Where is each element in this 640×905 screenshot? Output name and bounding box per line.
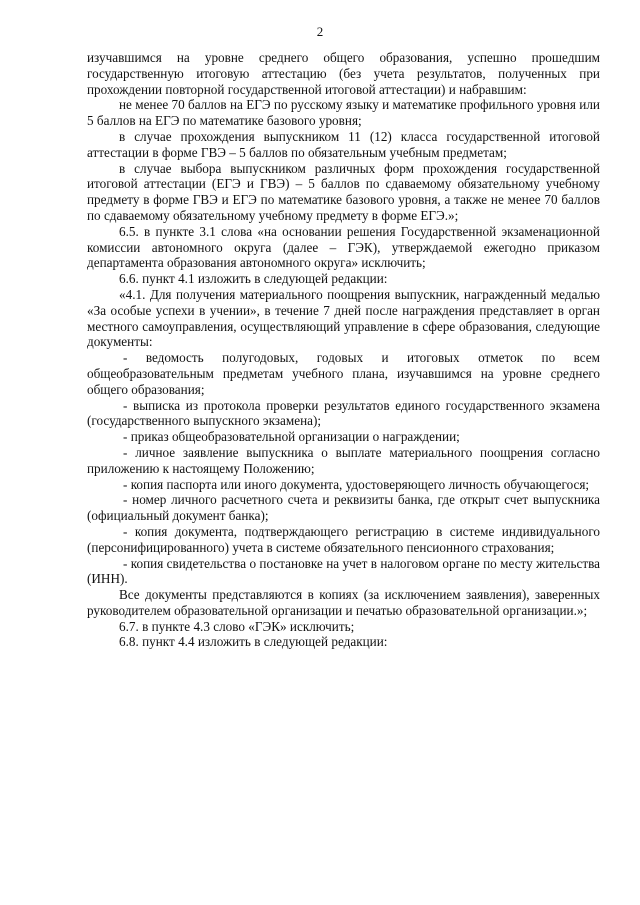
page-number: 2 bbox=[316, 24, 324, 39]
document-body bbox=[87, 50, 600, 650]
list-item-passport-copy: - копия паспорта или иного документа, удостоверяющего личность обучающегося; bbox=[123, 476, 590, 492]
list-item-bank-account: - номер личного расчетного счета и реквизиты банка, где открыт счет выпускника (официальный документ банка); bbox=[87, 492, 600, 524]
paragraph-item-6-7: 6.7. в пункте 4.3 слово «ГЭК» исключить; bbox=[119, 618, 355, 634]
paragraph-item-4-1: «4.1. Для получения материального поощрения выпускник, награжденный медалью «За особые успехи в учении», в течение 7 дней после награждения представляет в орган местного самоуправления, осуществляющий управление в сфере образования, следующие документы: bbox=[87, 286, 600, 350]
list-item-award-order: - приказ общеобразовательной организации о награждении; bbox=[123, 429, 460, 445]
list-item-exam-protocol-extract: - выписка из протокола проверки результатов единого государственного экзамена (государственного выпускного экзамена); bbox=[87, 397, 600, 429]
paragraph-mixed-form-requirement: в случае выбора выпускником различных форм прохождения государственной итоговой аттестации (ЕГЭ и ГВЭ) – 5 баллов по сдаваемому обязательному учебному предмету в форме ГВЭ и ЕГЭ по математике базового уровня, а также не менее 70 баллов по сдаваемому обязательному учебному предмету в форме ЕГЭ.»; bbox=[87, 160, 600, 223]
paragraph-gve-requirement: в случае прохождения выпускником 11 (12) класса государственной итоговой аттестации в форме ГВЭ – 5 баллов по обязательным учебным предметам; bbox=[87, 128, 600, 160]
list-item-personal-application: - личное заявление выпускника о выплате материального поощрения согласно приложению к настоящему Положению; bbox=[87, 444, 600, 476]
list-item-pension-registration: - копия документа, подтверждающего регистрацию в системе индивидуального (персонифицированного) учета в системе обязательного пенсионного страхования; bbox=[87, 523, 600, 555]
paragraph-item-6-8: 6.8. пункт 4.4 изложить в следующей редакции: bbox=[119, 634, 388, 650]
paragraph-continuation: изучавшимся на уровне среднего общего образования, успешно прошедшим государственную итоговую аттестацию (без учета результатов, полученных при прохождении повторной государственной итоговой аттестации) и набравшим: bbox=[87, 50, 600, 97]
list-item-grade-statement: - ведомость полугодовых, годовых и итоговых отметок по всем общеобразовательным предметам учебного плана, изучавшимся на уровне среднего общего образования; bbox=[87, 350, 600, 397]
paragraph-item-6-5: 6.5. в пункте 3.1 слова «на основании решения Государственной экзаменационной комиссии автономного округа (далее – ГЭК), утверждаемой ежегодно приказом департамента образования автономного округа» исключить; bbox=[87, 223, 600, 271]
paragraph-item-6-6: 6.6. пункт 4.1 изложить в следующей редакции: bbox=[119, 271, 388, 287]
paragraph-ege-score-requirement: не менее 70 баллов на ЕГЭ по русскому языку и математике профильного уровня или 5 баллов на ЕГЭ по математике базового уровня; bbox=[87, 97, 600, 129]
paragraph-document-copies: Все документы представляются в копиях (за исключением заявления), заверенных руководителем образовательной организации и печатью образовательной организации.»; bbox=[87, 587, 600, 618]
list-item-tax-registration: - копия свидетельства о постановке на учет в налоговом органе по месту жительства (ИНН). bbox=[87, 555, 600, 587]
